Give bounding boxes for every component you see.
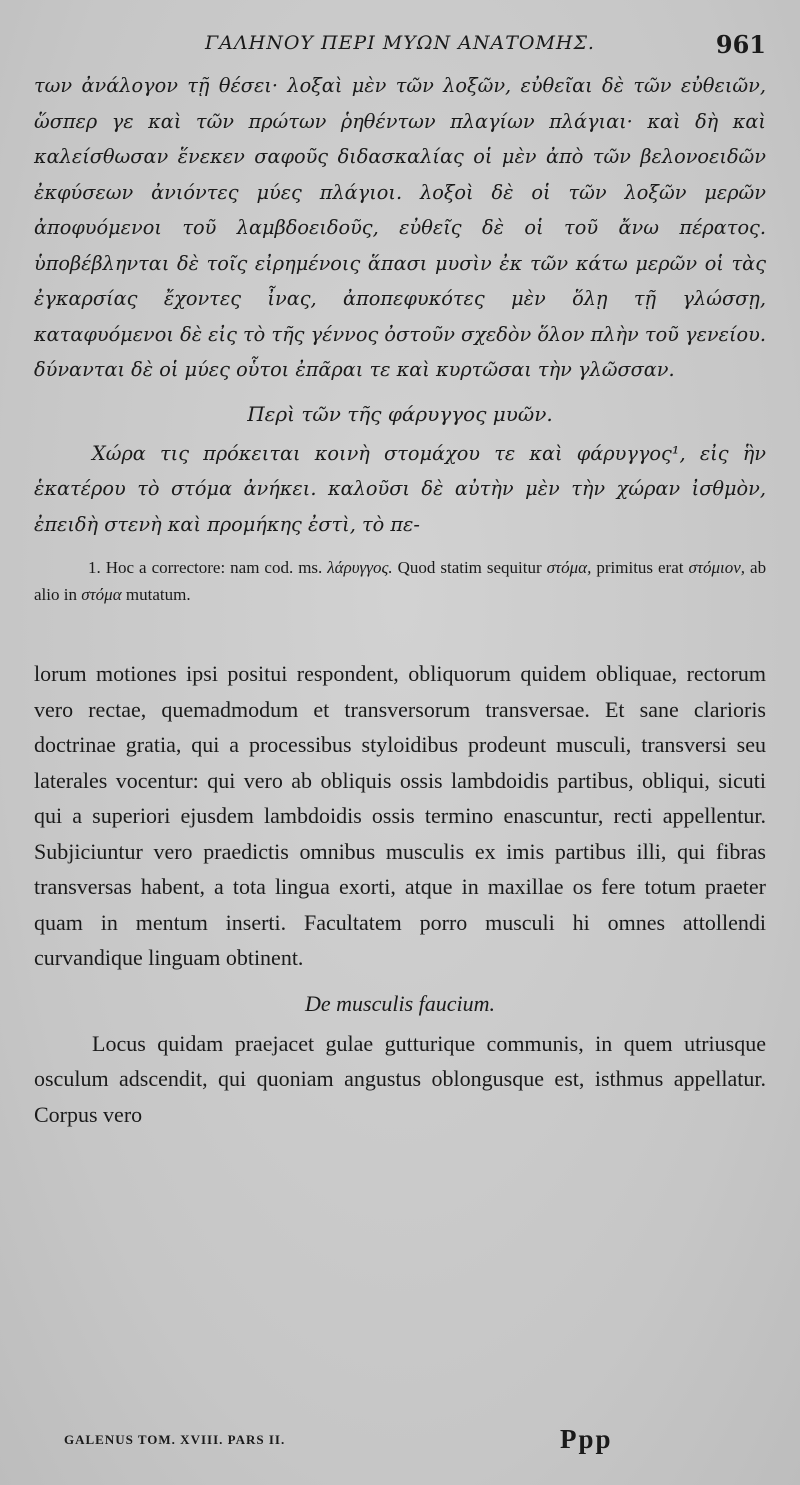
latin-paragraph-2: Locus quidam praejacet gulae gutturique communis, in quem utriusque osculum adscendit, qui quoniam angustus oblongusque est, isthmus appellatur. Corpus vero: [34, 1030, 766, 1127]
footnote-text: 1. Hoc a correctore: nam cod. ms.: [88, 558, 323, 577]
footnote-text: primitus erat: [596, 558, 684, 577]
footnote-greek-word: στόμα,: [546, 558, 592, 577]
page-footer: [64, 1424, 766, 1464]
footnote-text: mutatum.: [125, 585, 191, 604]
footer-title: GALENUS TOM. XVIII. PARS II.: [64, 1432, 286, 1447]
footnote-greek-word: στόμα: [81, 585, 122, 604]
greek-paragraph: των ἀνάλογον τῇ θέσει· λοξαὶ μὲν τῶν λοξῶν, εὐθεῖαι δὲ τῶν εὐθειῶν, ὥσπερ γε καὶ τῶν πρώτων ῥηθέντων πλαγίων πλάγιαι· καὶ δὴ καὶ καλείσθωσαν ἕνεκεν σαφοῦς διδασκαλίας οἱ μὲν ἀπὸ τῶν βελονοειδῶν ἐκφύσεων ἀνιόντες μύες πλάγιοι. λοξοὶ δὲ οἱ τῶν λοξῶν μερῶν ἀποφυόμενοι τοῦ λαμβδοειδοῦς, εὐθεῖς δὲ οἱ τοῦ ἄνω πέρατος. ὑποβέβληνται δὲ τοῖς εἰρημένοις ἅπασι μυσὶν ἐκ τῶν κάτω μερῶν οἱ τὰς ἐγκαρσίας ἔχοντες ἶνας, ἀποπεφυκότες μὲν ὅλῃ τῇ γλώσσῃ, καταφυόμενοι δὲ εἰς τὸ τῆς γέννος ὀστοῦν σχεδὸν ὅλον πλὴν τοῦ γενείου. δύνανται δὲ οἱ μύες οὗτοι ἐπᾶραι τε καὶ κυρτῶσαι τὴν γλῶσσαν.: [34, 74, 766, 381]
footnote-text: ab alio in: [34, 558, 767, 604]
latin-paragraph: lorum motiones ipsi positui respondent, obliquorum quidem obliquae, rectorum vero rectae, quemadmodum et transversorum transversae. Et sane clarioris doctrinae gratia, qui a processibus styloidibus prodeunt musculi, transversi seu laterales vocentur: qui vero ab obliquis ossis lambdoidis partibus, obliqui, sicuti qui a superiori ejusdem lambdoidis ossis termino enascuntur, recti appellentur. Subjiciuntur vero praedictis omnibus musculis ex imis partibus illi, qui fibras transversas habent, a tota lingua exorti, atque in maxillae os fere totum praeter quam in mentum inserti. Facultatem porro musculi hi omnes attollendi curvandique linguam obtinent.: [34, 661, 766, 970]
footnote-greek-word: λάρυγγος.: [327, 558, 393, 577]
footnote-text: Quod statim sequitur: [397, 558, 542, 577]
footnote: [34, 554, 766, 608]
page-number: 961: [715, 30, 766, 59]
latin-section-heading: De musculis faucium.: [304, 990, 496, 1016]
greek-section-heading: Περὶ τῶν τῆς φάρυγγος μυῶν.: [247, 401, 553, 426]
greek-paragraph-2: Χώρα τις πρόκειται κοινὴ στομάχου τε καὶ φάρυγγος¹, εἰς ἣν ἑκατέρου τὸ στόμα ἀνήκει. καλοῦσι δὲ αὐτὴν μὲν τὴν χώραν ἰσθμὸν, ἐπειδὴ στενὴ καὶ προμήκης ἐστὶ, τὸ πε-: [34, 441, 766, 536]
signature-mark: Ppp: [560, 1424, 613, 1454]
footnote-greek-word: στόμιον,: [688, 558, 746, 577]
page-header: [34, 22, 766, 68]
running-head: ΓΑΛΗΝΟΥ ΠΕΡΙ ΜΥΩΝ ΑΝΑΤΟΜΗΣ.: [205, 32, 595, 54]
